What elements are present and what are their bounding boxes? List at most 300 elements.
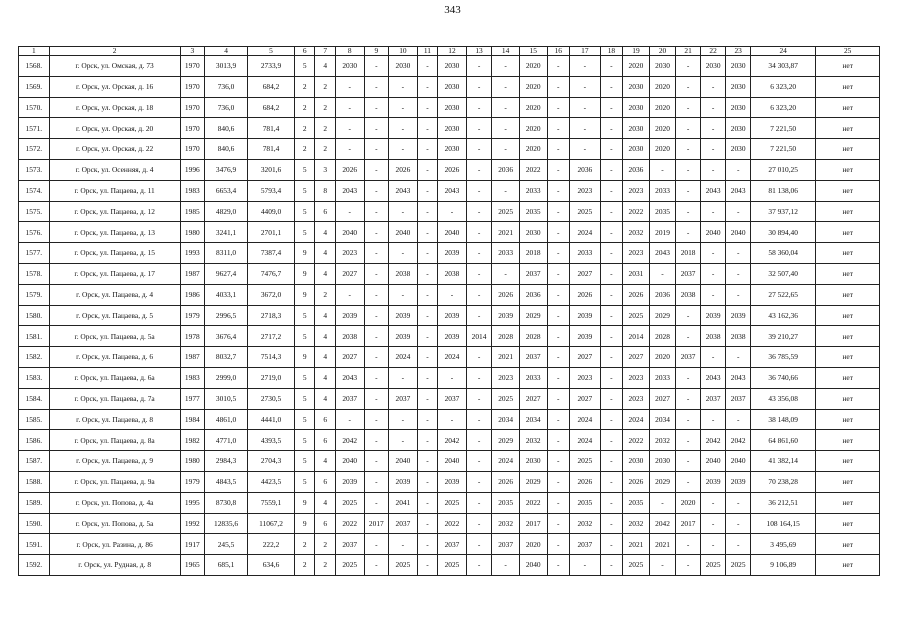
table-cell: -: [417, 555, 437, 576]
table-cell: -: [466, 492, 492, 513]
table-cell: 2028: [492, 326, 520, 347]
table-cell: -: [364, 471, 389, 492]
table-cell: -: [600, 222, 622, 243]
table-cell: -: [600, 555, 622, 576]
table-cell: 2034: [649, 409, 676, 430]
table-cell: 2: [295, 118, 315, 139]
table-cell: 4: [315, 305, 335, 326]
table-cell: 5: [295, 471, 315, 492]
table-cell: 8730,8: [205, 492, 248, 513]
table-cell: -: [335, 76, 364, 97]
table-cell: 9: [295, 263, 315, 284]
table-cell: 2: [295, 97, 315, 118]
table-cell: -: [417, 284, 437, 305]
table-cell: 4843,5: [205, 471, 248, 492]
table-cell: -: [438, 367, 467, 388]
table-cell: -: [389, 139, 418, 160]
table-cell: -: [547, 471, 569, 492]
table-cell: 2032: [623, 513, 650, 534]
table-cell: 840,6: [205, 139, 248, 160]
table-cell: 2037: [519, 263, 547, 284]
table-cell: 1977: [180, 388, 205, 409]
table-cell: 2014: [623, 326, 650, 347]
table-cell: г. Орск, ул. Орская, д. 20: [49, 118, 180, 139]
table-row: [19, 76, 880, 97]
table-cell: 5: [295, 451, 315, 472]
table-cell: -: [600, 56, 622, 77]
table-cell: 2030: [726, 76, 751, 97]
table-cell: -: [700, 347, 726, 368]
column-header: 17: [570, 47, 601, 56]
table-cell: -: [600, 388, 622, 409]
column-header: 8: [335, 47, 364, 56]
table-row: [19, 263, 880, 284]
table-cell: 1970: [180, 118, 205, 139]
table-cell: -: [364, 409, 389, 430]
table-cell: 32 507,40: [750, 263, 815, 284]
table-cell: 9: [295, 284, 315, 305]
table-cell: 2035: [492, 492, 520, 513]
table-cell: г. Орск, ул. Пацаева, д. 4: [49, 284, 180, 305]
table-cell: -: [364, 555, 389, 576]
table-cell: 2022: [438, 513, 467, 534]
table-cell: 34 303,87: [750, 56, 815, 77]
table-cell: 2: [315, 284, 335, 305]
table-cell: 2037: [335, 534, 364, 555]
table-cell: -: [600, 409, 622, 430]
column-header: 2: [49, 47, 180, 56]
table-cell: -: [600, 180, 622, 201]
table-cell: 9: [295, 513, 315, 534]
table-cell: -: [547, 97, 569, 118]
table-cell: 3013,9: [205, 56, 248, 77]
table-cell: -: [700, 243, 726, 264]
table-cell: 2984,3: [205, 451, 248, 472]
table-cell: 2032: [649, 430, 676, 451]
table-cell: -: [547, 409, 569, 430]
table-cell: 2025: [700, 555, 726, 576]
table-cell: -: [676, 451, 701, 472]
table-cell: нет: [816, 263, 880, 284]
table-cell: -: [700, 492, 726, 513]
table-cell: 2043: [438, 180, 467, 201]
table-cell: 4: [315, 326, 335, 347]
table-cell: 2039: [335, 471, 364, 492]
table-cell: -: [570, 76, 601, 97]
table-cell: 2029: [519, 305, 547, 326]
table-cell: 2020: [649, 118, 676, 139]
table-cell: -: [335, 284, 364, 305]
table-cell: 2021: [649, 534, 676, 555]
table-cell: 5: [295, 326, 315, 347]
table-cell: 2020: [519, 534, 547, 555]
table-cell: -: [389, 534, 418, 555]
table-cell: 2025: [570, 201, 601, 222]
column-header: 9: [364, 47, 389, 56]
table-cell: 840,6: [205, 118, 248, 139]
table-cell: 2701,1: [248, 222, 295, 243]
table-cell: 43 356,08: [750, 388, 815, 409]
table-cell: 1996: [180, 159, 205, 180]
table-cell: 1585.: [19, 409, 50, 430]
table-cell: 2037: [335, 388, 364, 409]
table-row: [19, 555, 880, 576]
table-cell: 2026: [492, 471, 520, 492]
table-cell: 9 106,89: [750, 555, 815, 576]
table-cell: 2027: [623, 347, 650, 368]
table-cell: -: [364, 118, 389, 139]
table-cell: 1970: [180, 139, 205, 160]
table-cell: -: [466, 305, 492, 326]
table-cell: 2024: [570, 409, 601, 430]
table-cell: 2020: [649, 76, 676, 97]
table-cell: 2030: [623, 76, 650, 97]
table-cell: нет: [816, 471, 880, 492]
table-cell: 2037: [389, 388, 418, 409]
table-cell: -: [547, 76, 569, 97]
table-cell: -: [726, 284, 751, 305]
table-cell: -: [492, 139, 520, 160]
table-cell: -: [600, 451, 622, 472]
table-cell: 2033: [519, 367, 547, 388]
table-cell: 1979: [180, 471, 205, 492]
table-cell: г. Орск, ул. Орская, д. 18: [49, 97, 180, 118]
table-cell: 6653,4: [205, 180, 248, 201]
table-cell: 2040: [700, 451, 726, 472]
table-cell: -: [466, 430, 492, 451]
table-cell: 2030: [623, 97, 650, 118]
table-cell: -: [547, 180, 569, 201]
table-cell: 2040: [438, 222, 467, 243]
column-header: 16: [547, 47, 569, 56]
table-cell: 2020: [519, 139, 547, 160]
table-cell: 2: [315, 534, 335, 555]
table-cell: 2030: [438, 76, 467, 97]
table-cell: нет: [816, 118, 880, 139]
table-cell: -: [726, 534, 751, 555]
table-cell: -: [547, 513, 569, 534]
table-cell: -: [676, 76, 701, 97]
table-cell: 2: [315, 118, 335, 139]
table-cell: г. Орск, ул. Пацаева, д. 9а: [49, 471, 180, 492]
table-cell: 2036: [519, 284, 547, 305]
table-cell: -: [600, 492, 622, 513]
table-cell: -: [492, 263, 520, 284]
table-cell: 2040: [726, 222, 751, 243]
table-cell: -: [570, 555, 601, 576]
table-cell: 2026: [623, 284, 650, 305]
table-cell: -: [466, 243, 492, 264]
table-cell: 2024: [438, 347, 467, 368]
table-cell: -: [676, 139, 701, 160]
table-cell: 1572.: [19, 139, 50, 160]
table-cell: -: [335, 118, 364, 139]
table-cell: -: [466, 263, 492, 284]
table-cell: -: [726, 409, 751, 430]
table-cell: -: [676, 534, 701, 555]
column-header: 24: [750, 47, 815, 56]
column-header: 3: [180, 47, 205, 56]
table-cell: -: [466, 284, 492, 305]
table-cell: 2030: [623, 118, 650, 139]
table-cell: 2036: [623, 159, 650, 180]
table-cell: 2043: [726, 180, 751, 201]
table-cell: -: [364, 492, 389, 513]
table-cell: -: [389, 409, 418, 430]
table-cell: 2039: [389, 471, 418, 492]
table-cell: -: [335, 139, 364, 160]
column-header: 12: [438, 47, 467, 56]
table-cell: нет: [816, 367, 880, 388]
table-cell: -: [417, 139, 437, 160]
table-cell: г. Орск, ул. Попова, д. 4а: [49, 492, 180, 513]
table-cell: 2043: [389, 180, 418, 201]
table-cell: 1584.: [19, 388, 50, 409]
table-cell: -: [417, 180, 437, 201]
table-cell: 2042: [649, 513, 676, 534]
table-cell: -: [676, 56, 701, 77]
table-cell: -: [700, 284, 726, 305]
table-cell: -: [547, 388, 569, 409]
table-row: [19, 492, 880, 513]
table-cell: 2023: [623, 180, 650, 201]
table-cell: -: [389, 118, 418, 139]
table-cell: 2023: [570, 180, 601, 201]
table-cell: -: [364, 367, 389, 388]
table-cell: 2033: [649, 180, 676, 201]
column-header: 15: [519, 47, 547, 56]
table-cell: 2038: [676, 284, 701, 305]
table-cell: -: [364, 451, 389, 472]
table-cell: 2039: [726, 471, 751, 492]
table-cell: 2025: [389, 555, 418, 576]
table-cell: 5: [295, 367, 315, 388]
table-cell: -: [364, 347, 389, 368]
table-cell: 2043: [335, 180, 364, 201]
table-cell: 2030: [519, 222, 547, 243]
table-cell: 2027: [570, 388, 601, 409]
table-cell: 39 210,27: [750, 326, 815, 347]
table-cell: 2: [315, 139, 335, 160]
table-cell: 9: [295, 243, 315, 264]
table-cell: 2035: [649, 201, 676, 222]
table-cell: г. Орск, ул. Попова, д. 5а: [49, 513, 180, 534]
table-cell: 1917: [180, 534, 205, 555]
table-cell: 2999,0: [205, 367, 248, 388]
table-cell: 8: [315, 180, 335, 201]
table-cell: 4771,0: [205, 430, 248, 451]
table-cell: -: [676, 409, 701, 430]
column-header: 23: [726, 47, 751, 56]
table-cell: 2043: [335, 367, 364, 388]
table-cell: 2031: [623, 263, 650, 284]
table-cell: -: [547, 367, 569, 388]
table-cell: 2027: [570, 263, 601, 284]
table-cell: 2733,9: [248, 56, 295, 77]
table-cell: 1575.: [19, 201, 50, 222]
table-cell: -: [389, 243, 418, 264]
table-cell: -: [364, 305, 389, 326]
table-cell: 1569.: [19, 76, 50, 97]
table-cell: 1589.: [19, 492, 50, 513]
table-cell: 1982: [180, 430, 205, 451]
table-cell: 2017: [676, 513, 701, 534]
table-cell: 2030: [649, 451, 676, 472]
table-cell: -: [417, 409, 437, 430]
table-cell: 4: [315, 56, 335, 77]
table-cell: 2025: [438, 492, 467, 513]
table-cell: 1574.: [19, 180, 50, 201]
table-cell: 2037: [570, 534, 601, 555]
table-cell: -: [600, 97, 622, 118]
table-cell: 2029: [649, 471, 676, 492]
table-cell: 5: [295, 56, 315, 77]
table-cell: 2040: [389, 451, 418, 472]
table-cell: -: [417, 118, 437, 139]
page-number: 343: [444, 4, 461, 16]
table-cell: -: [417, 263, 437, 284]
table-cell: 2: [295, 76, 315, 97]
table-cell: 5: [295, 201, 315, 222]
table-cell: 64 861,60: [750, 430, 815, 451]
table-cell: -: [676, 180, 701, 201]
table-cell: -: [417, 76, 437, 97]
table-cell: 2017: [364, 513, 389, 534]
table-cell: нет: [816, 555, 880, 576]
table-cell: 4861,0: [205, 409, 248, 430]
table-cell: 2717,2: [248, 326, 295, 347]
table-cell: -: [726, 263, 751, 284]
table-cell: г. Орск, ул. Пацаева, д. 15: [49, 243, 180, 264]
table-cell: -: [676, 201, 701, 222]
table-cell: 7514,3: [248, 347, 295, 368]
table-cell: 1984: [180, 409, 205, 430]
table-cell: г. Орск, ул. Пацаева, д. 6: [49, 347, 180, 368]
table-cell: 2034: [492, 409, 520, 430]
table-cell: 2: [315, 76, 335, 97]
table-cell: -: [417, 451, 437, 472]
table-cell: 4: [315, 388, 335, 409]
table-cell: г. Орск, ул. Пацаева, д. 13: [49, 222, 180, 243]
table-cell: 1582.: [19, 347, 50, 368]
table-cell: -: [364, 284, 389, 305]
housing-register-table: [18, 46, 880, 576]
table-cell: нет: [816, 180, 880, 201]
table-cell: -: [600, 201, 622, 222]
table-row: [19, 159, 880, 180]
table-cell: 2039: [389, 326, 418, 347]
table-cell: 2040: [335, 451, 364, 472]
table-cell: 5: [295, 159, 315, 180]
table-cell: 1979: [180, 305, 205, 326]
table-cell: -: [700, 76, 726, 97]
table-row: [19, 347, 880, 368]
table-cell: -: [676, 97, 701, 118]
table-cell: 2025: [335, 555, 364, 576]
table-cell: 2022: [335, 513, 364, 534]
table-cell: 2024: [623, 409, 650, 430]
table-cell: 6: [315, 471, 335, 492]
table-cell: -: [389, 97, 418, 118]
table-cell: 2032: [623, 222, 650, 243]
table-row: [19, 180, 880, 201]
table-cell: г. Орск, ул. Рудная, д. 8: [49, 555, 180, 576]
table-cell: 3676,4: [205, 326, 248, 347]
table-cell: 1970: [180, 97, 205, 118]
table-cell: -: [676, 388, 701, 409]
table-cell: -: [547, 492, 569, 513]
table-cell: -: [676, 305, 701, 326]
table-cell: -: [547, 222, 569, 243]
table-cell: г. Орск, ул. Пацаева, д. 7а: [49, 388, 180, 409]
table-cell: -: [600, 347, 622, 368]
table-cell: 4: [315, 222, 335, 243]
table-cell: 2040: [438, 451, 467, 472]
table-cell: 1980: [180, 451, 205, 472]
table-cell: 685,1: [205, 555, 248, 576]
table-cell: 2: [295, 534, 315, 555]
table-cell: 1983: [180, 367, 205, 388]
table-cell: 2020: [623, 56, 650, 77]
table-cell: 2024: [570, 430, 601, 451]
table-cell: 2023: [570, 367, 601, 388]
table-cell: 2033: [570, 243, 601, 264]
table-cell: 12835,6: [205, 513, 248, 534]
table-cell: 2025: [438, 555, 467, 576]
table-cell: 2032: [492, 513, 520, 534]
table-cell: 4: [315, 243, 335, 264]
table-cell: -: [676, 222, 701, 243]
table-cell: 2023: [623, 367, 650, 388]
table-row: [19, 409, 880, 430]
table-cell: 1987: [180, 263, 205, 284]
table-cell: 2040: [726, 451, 751, 472]
table-cell: -: [417, 367, 437, 388]
table-cell: -: [700, 97, 726, 118]
table-cell: 2: [295, 139, 315, 160]
table-cell: 2040: [335, 222, 364, 243]
table-cell: -: [466, 97, 492, 118]
table-cell: -: [492, 118, 520, 139]
table-cell: нет: [816, 243, 880, 264]
table-cell: -: [600, 367, 622, 388]
table-cell: -: [570, 97, 601, 118]
table-cell: -: [726, 492, 751, 513]
table-cell: 38 148,09: [750, 409, 815, 430]
table-cell: 5: [295, 430, 315, 451]
table-row: [19, 471, 880, 492]
table-cell: 2033: [519, 180, 547, 201]
table-cell: -: [466, 388, 492, 409]
table-cell: -: [547, 534, 569, 555]
table-cell: 2025: [726, 555, 751, 576]
table-cell: 36 785,59: [750, 347, 815, 368]
table-cell: нет: [816, 201, 880, 222]
table-cell: 2041: [389, 492, 418, 513]
table-cell: г. Орск, ул. Пацаева, д. 5а: [49, 326, 180, 347]
table-row: [19, 513, 880, 534]
table-row: [19, 243, 880, 264]
column-header: 7: [315, 47, 335, 56]
table-cell: 2040: [519, 555, 547, 576]
table-cell: 2037: [519, 347, 547, 368]
column-header: 19: [623, 47, 650, 56]
table-cell: 2024: [389, 347, 418, 368]
table-cell: 1586.: [19, 430, 50, 451]
table-cell: 2038: [438, 263, 467, 284]
table-cell: 8311,0: [205, 243, 248, 264]
table-cell: 781,4: [248, 118, 295, 139]
